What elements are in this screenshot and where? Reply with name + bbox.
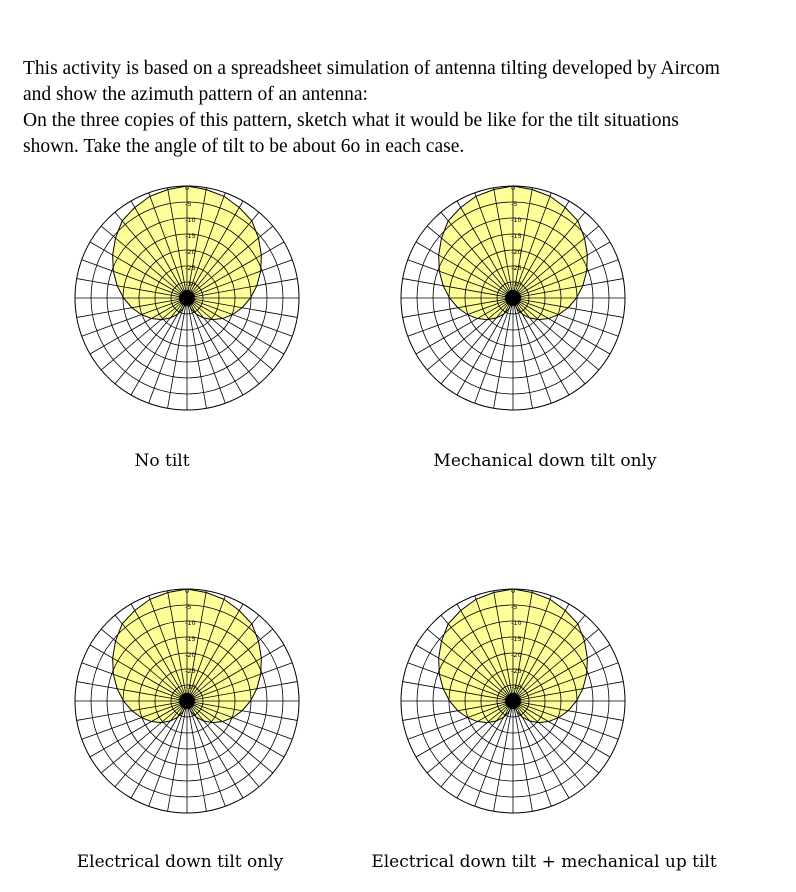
antenna-center-dot: [179, 693, 195, 709]
radial-tick-label: -25: [185, 667, 196, 675]
antenna-center-dot: [179, 290, 195, 306]
polar-plot-svg: [393, 581, 633, 821]
radial-tick-label: -10: [185, 216, 196, 224]
azimuth-plot-mechanical-down-tilt[interactable]: [393, 178, 633, 418]
radial-tick-label: -15: [511, 232, 522, 240]
radial-tick-label: -5: [511, 603, 518, 611]
radial-tick-label: -15: [511, 635, 522, 643]
antenna-center-dot: [505, 693, 521, 709]
radial-tick-label: 0: [185, 184, 190, 192]
caption-no-tilt: No tilt: [134, 451, 190, 471]
polar-plot-svg: [67, 581, 307, 821]
radial-tick-label: -25: [511, 264, 522, 272]
radial-tick-label: 0: [511, 587, 516, 595]
caption-mechanical-down-tilt: Mechanical down tilt only: [433, 451, 657, 471]
antenna-center-dot: [505, 290, 521, 306]
polar-plot-svg: [393, 178, 633, 418]
caption-electrical-down-tilt: Electrical down tilt only: [76, 852, 284, 872]
radial-tick-label: -10: [511, 216, 522, 224]
instructions-line-2: and show the azimuth pattern of an antenna:: [23, 84, 368, 105]
instructions-line-1: This activity is based on a spreadsheet simulation of antenna tilting developed by Aircom: [23, 58, 720, 79]
radial-tick-label: -5: [185, 603, 192, 611]
radial-tick-label: 0: [511, 184, 516, 192]
radial-tick-label: -30: [511, 683, 522, 691]
radial-tick-label: -30: [511, 280, 522, 288]
caption-electrical-down-mechanical-up: Electrical down tilt + mechanical up tilt: [371, 852, 717, 872]
azimuth-plot-electrical-down-mechanical-up[interactable]: [393, 581, 633, 821]
radial-tick-label: 0: [185, 587, 190, 595]
azimuth-plot-no-tilt[interactable]: [67, 178, 307, 418]
radial-tick-label: -20: [511, 651, 522, 659]
radial-tick-label: -20: [185, 651, 196, 659]
radial-tick-label: -10: [185, 619, 196, 627]
radial-tick-label: -5: [511, 200, 518, 208]
radial-tick-label: -25: [185, 264, 196, 272]
instructions-line-3: On the three copies of this pattern, sketch what it would be like for the tilt situations: [23, 110, 679, 131]
radial-tick-label: -15: [185, 232, 196, 240]
radial-tick-label: -15: [185, 635, 196, 643]
radial-tick-label: -10: [511, 619, 522, 627]
radial-tick-label: -5: [185, 200, 192, 208]
radial-tick-label: -30: [185, 683, 196, 691]
polar-plot-svg: [67, 178, 307, 418]
radial-tick-label: -20: [511, 248, 522, 256]
radial-tick-label: -20: [185, 248, 196, 256]
instructions-text: [23, 56, 783, 160]
azimuth-plot-electrical-down-tilt[interactable]: [67, 581, 307, 821]
instructions-line-4: shown. Take the angle of tilt to be about 6o in each case.: [23, 136, 465, 157]
radial-tick-label: -25: [511, 667, 522, 675]
radial-tick-label: -30: [185, 280, 196, 288]
